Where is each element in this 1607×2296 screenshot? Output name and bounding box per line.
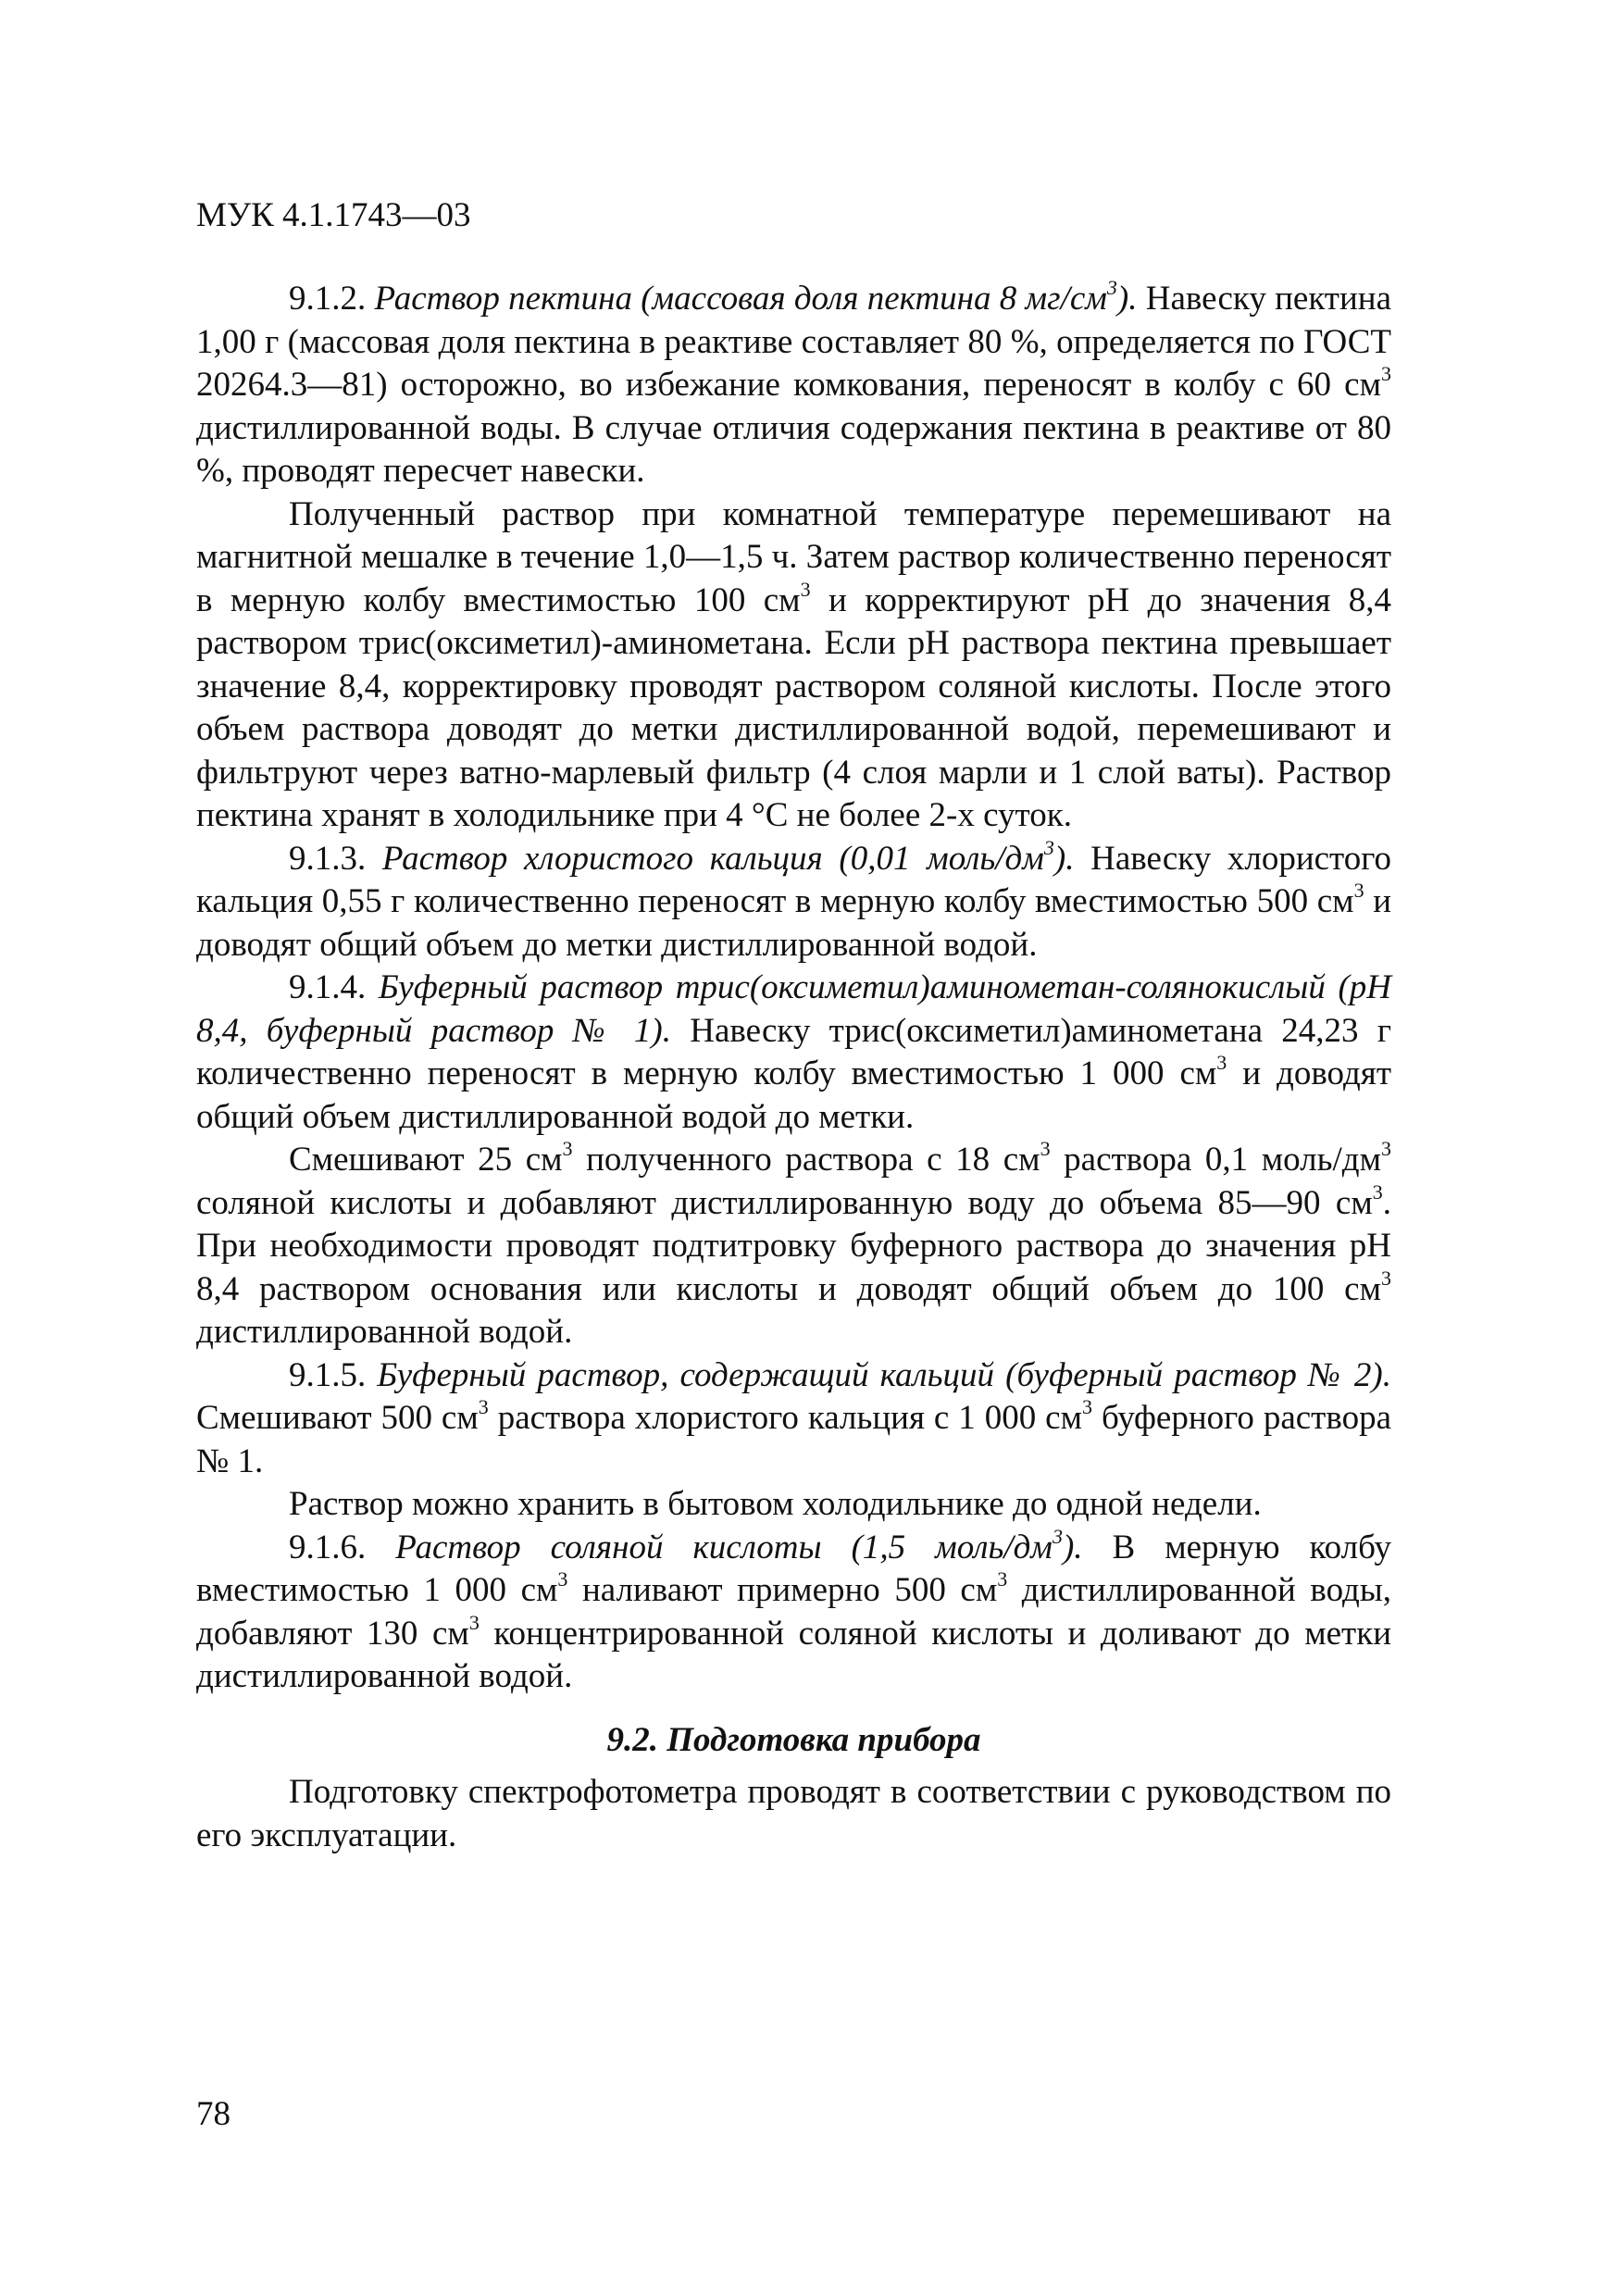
document-body <box>196 278 1391 1857</box>
section-title: Раствор хлористого кальция (0,01 моль/$дм^3$). <box>381 835 1075 878</box>
paragraph-storage: Раствор можно хранить в бытовом холодильнике до одной недели. <box>289 1485 1262 1523</box>
document-header: МУК 4.1.1743—03 <box>196 196 471 234</box>
section-heading-9-2: 9.2. Подготовка прибора <box>606 1720 981 1759</box>
section-number: 9.1.5. <box>289 1355 367 1394</box>
paragraph-9-1-2: 9.1.2. Раствор пектина (массовая доля пектина 8 $мг/см^3$). Навеску пектина 1,00 г (массовая доля пектина в реактиве составляет 80 %, определяется по ГОСТ 20264.3—81) осторожно, во избежание комкования, переносят в колбу с 60 $см^3$ дистиллированной воды. В случае отличия содержания пектина в реактиве от 80 %, проводят пересчет навески. <box>196 276 1392 490</box>
section-title: Буферный раствор, содержащий кальций (буферный раствор № 2). <box>377 1355 1391 1394</box>
paragraph-9-1-3: 9.1.3. Раствор хлористого кальция (0,01 моль/$дм^3$). Навеску хлористого кальция 0,55 г количественно переносят в мерную колбу вместимостью 500 $см^3$ и доводят общий объем до метки дистиллированной водой. <box>196 835 1391 964</box>
paragraph-buffer-mix: Смешивают 25 $см^3$ полученного раствора с 18 $см^3$ раствора 0,1 моль/$дм^3$ соляной кислоты и добавляют дистиллированную воду до объема 85—90 $см^3$. При необходимости проводят подтитровку буферного раствора до значения pH 8,4 раствором основания или кислоты и доводят общий объем до 100 $см^3$ дистиллированной водой. <box>196 1137 1392 1351</box>
section-title: Раствор пектина (массовая доля пектина 8 $мг/см^3$). <box>374 276 1138 318</box>
paragraph-pectin-prep: Полученный раствор при комнатной температуре перемешивают на магнитной мешалке в течение 1,0—1,5 ч. Затем раствор количественно переносят в мерную колбу вместимостью 100 $см^3$ и корректируют pH до значения 8,4 раствором трис(оксиметил)-аминометана. Если pH раствора пектина превышает значение 8,4, корректировку проводят раствором соляной кислоты. После этого объем раствора доводят до метки дистиллированной водой, перемешивают и фильтруют через ватно-марлевый фильтр (4 слоя марли и 1 слой ваты). Раствор пектина хранят в холодильнике при 4 °С не более 2-х суток. <box>196 494 1392 834</box>
paragraph-9-1-5: 9.1.5. Буферный раствор, содержащий кальций (буферный раствор № 2). Смешивают 500 $см^3$ раствора хлористого кальция с 1 000 $см^3$ буферного раствора № 1. <box>196 1355 1391 1480</box>
section-number: 9.1.2. <box>289 280 367 318</box>
section-number: 9.1.3. <box>289 839 367 878</box>
section-number: 9.1.4. <box>289 968 367 1006</box>
section-title: Буферный раствор трис(оксиметил)аминометан-солянокислый (pH 8,4, буферный раствор № 1). <box>196 968 1391 1050</box>
page-number: 78 <box>196 2095 230 2133</box>
paragraph-9-1-4: 9.1.4. Буферный раствор трис(оксиметил)аминометан-солянокислый (pH 8,4, буферный раствор № 1). Навеску трис(оксиметил)аминометана 24,23 г количественно переносят в мерную колбу вместимостью 1 000 $см^3$ и доводят общий объем дистиллированной водой до метки. <box>196 968 1391 1136</box>
section-title: Раствор соляной кислоты (1,5 моль/$дм^3$). <box>395 1524 1083 1566</box>
paragraph-9-1-6: 9.1.6. Раствор соляной кислоты (1,5 моль/$дм^3$). В мерную колбу вместимостью 1 000 $см^3$ наливают примерно 500 $см^3$ дистиллированной воды, добавляют 130 $см^3$ концентрированной соляной кислоты и доливают до метки дистиллированной водой. <box>196 1524 1391 1695</box>
paragraph-9-2: Подготовку спектрофотометра проводят в соответствии с руководством по его эксплуатации. <box>196 1773 1391 1854</box>
section-number: 9.1.6. <box>289 1528 367 1566</box>
